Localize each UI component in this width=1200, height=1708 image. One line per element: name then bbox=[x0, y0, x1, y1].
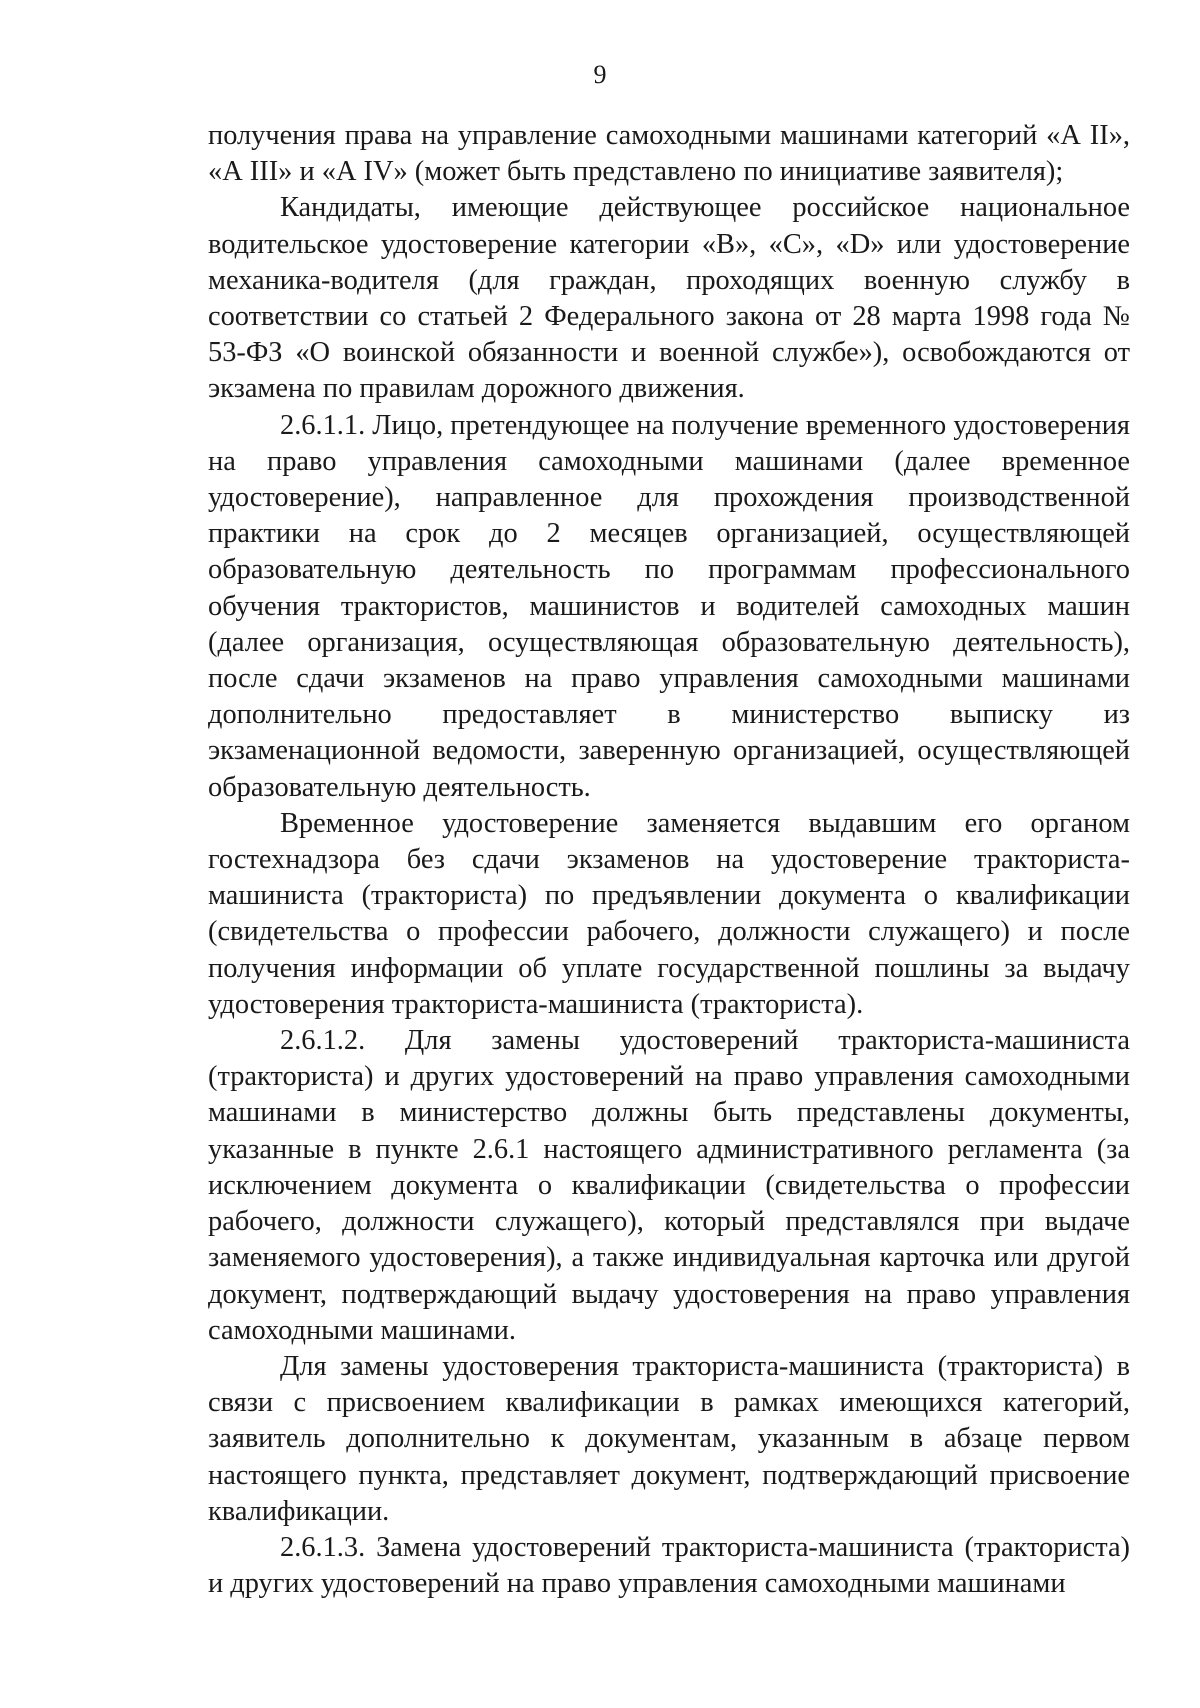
paragraph-qualification-replacement: Для замены удостоверения тракториста-машиниста (тракториста) в связи с присвоением квалификации в рамках имеющихся категорий, заявитель дополнительно к документам, указанным в абзаце первом настоящего пункта, представляет документ, подтверждающий присвоение квалификации. bbox=[208, 1350, 1130, 1527]
paragraph-continuation: получения права на управление самоходными машинами категорий «А II», «А III» и «А IV» (может быть представлено по инициативе заявителя); bbox=[208, 120, 1130, 188]
paragraph-temporary-license-replacement: Временное удостоверение заменяется выдавшим его органом гостехнадзора без сдачи экзаменов на удостоверение тракториста-машиниста (тракториста) по предъявлении документа о квалификации (свидетельства о профессии рабочего, должности служащего) и после получения информации об уплате государственной пошлины за выдачу удостоверения тракториста-машиниста (тракториста). bbox=[208, 807, 1130, 1020]
document-body bbox=[208, 118, 1130, 1602]
paragraph-2-6-1-1: 2.6.1.1. Лицо, претендующее на получение временного удостоверения на право управления самоходными машинами (далее временное удостоверение), направленное для прохождения производственной практики на срок до 2 месяцев организацией, осуществляющей образовательную деятельность по программам профессионального обучения трактористов, машинистов и водителей самоходных машин (далее организация, осуществляющая образовательную деятельность), после сдачи экзаменов на право управления самоходными машинами дополнительно предоставляет в министерство выписку из экзаменационной ведомости, заверенную организацией, осуществляющей образовательную деятельность. bbox=[208, 409, 1130, 803]
paragraph-2-6-1-3: 2.6.1.3. Замена удостоверений тракториста-машиниста (тракториста) и других удостоверений на право управления самоходными машинами bbox=[208, 1531, 1130, 1600]
paragraph-2-6-1-2: 2.6.1.2. Для замены удостоверений тракториста-машиниста (тракториста) и других удостоверений на право управления самоходными машинами в министерство должны быть представлены документы, указанные в пункте 2.6.1 настоящего административного регламента (за исключением документа о квалификации (свидетельства о профессии рабочего, должности служащего), который представлялся при выдаче заменяемого удостоверения), а также индивидуальная карточка или другой документ, подтверждающий выдачу удостоверения на право управления самоходными машинами. bbox=[208, 1025, 1130, 1346]
page-number: 9 bbox=[593, 60, 607, 89]
paragraph-candidates-exemption: Кандидаты, имеющие действующее российское национальное водительское удостоверение категории «B», «C», «D» или удостоверение механика-водителя (для граждан, проходящих военную службу в соответствии со статьей 2 Федерального закона от 28 марта 1998 года № 53-ФЗ «О воинской обязанности и военной службе»), освобождаются от экзамена по правилам дорожного движения. bbox=[208, 192, 1130, 405]
